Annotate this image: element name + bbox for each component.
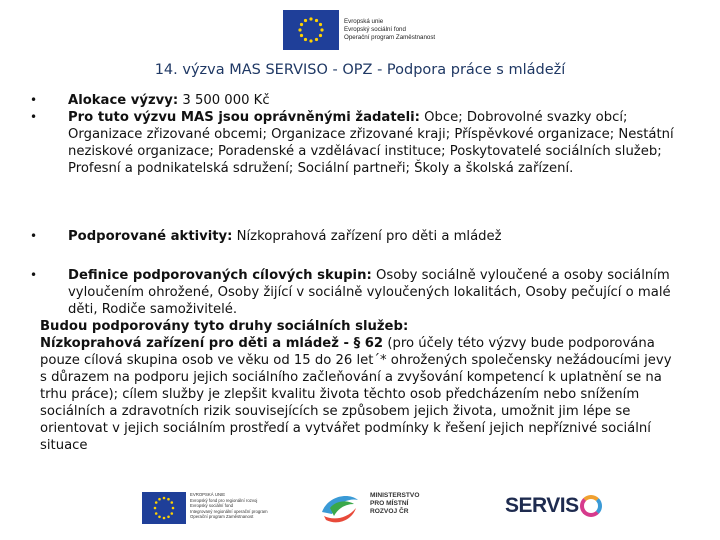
target-label: Definice podporovaných cílových skupin: [68, 268, 372, 283]
serviso-text: SERVIS [505, 494, 579, 517]
page-title: 14. výzva MAS SERVISO - OPZ - Podpora práce s mládeží [154, 62, 566, 78]
activities-label: Podporované aktivity: [68, 229, 233, 244]
service-text: (pro účely této výzvy bude podporována pouze cílová skupina osob ve věku od 15 do 26 let´* ohrožených společensky nežádoucími jevy s důrazem na podporu jejich sociálního začleňování a zvyšování kompetencí k uplatnění se na trhu práce); cílem služby je zlepšit kvalitu života těchto osob předcházením nebo snížením sociálních a zdravotních rizik souvisejících se způsobem jejich života, umožnit jim lépe se orientovat v jejich sociálním prostředí a vytvářet podmínky k řešení jejich nepříznivé sociální situace [40, 336, 672, 453]
eu-funds-logo [142, 492, 268, 524]
bullet-allocation [30, 92, 270, 109]
ministry-line: ROZVOJ ČR [370, 508, 409, 515]
ministry-logo [370, 492, 419, 516]
bullet-activities [30, 228, 502, 245]
eu-funds-line: Evropský fond pro regionální rozvoj [190, 497, 258, 503]
services-heading: Budou podporovány tyto druhy sociálních služeb: [40, 319, 409, 334]
ministry-line: PRO MÍSTNÍ [370, 500, 409, 507]
allocation-value: 3 500 000 Kč [182, 93, 270, 108]
ministry-line: MINISTERSTVO [370, 492, 420, 499]
serviso-ring-icon [580, 495, 602, 517]
eu-flag-icon [142, 492, 186, 524]
serviso-logo [505, 494, 602, 518]
bullet-icon: • [30, 268, 38, 282]
eu-esf-logo [283, 8, 483, 52]
eu-funds-line: Operační program Zaměstnanost [190, 514, 254, 520]
applicants-value: Obce; Dobrovolné svazky obcí; Organizace zřizované obcemi; Organizace zřizované kraji; Příspěvkové organizace; Nestátní neziskové organizace; Poradenské a vzdělávací instituce; Poskytovatelé sociálních služeb; Profesní a podnikatelská sdružení; Sociální partneři; Školy a školská zařízení. [68, 110, 674, 176]
eu-funds-text [190, 492, 268, 520]
footer-logos [0, 486, 720, 536]
services-block [40, 318, 680, 454]
ceska-republika-mark-icon [318, 490, 362, 528]
applicants-label: Pro tuto výzvu MAS jsou oprávněnými žadateli: [68, 110, 420, 125]
bullet-icon: • [30, 229, 38, 243]
bullet-icon: • [30, 110, 38, 124]
eu-logo-line: Evropský sociální fond [344, 26, 406, 33]
eu-logo-line: Operační program Zaměstnanost [344, 34, 436, 41]
activities-value: Nízkoprahová zařízení pro děti a mládež [236, 229, 502, 244]
bullet-applicants [30, 109, 698, 177]
eu-funds-line: Evropský sociální fond [190, 503, 233, 509]
service-label: Nízkoprahová zařízení pro děti a mládež - § 62 [40, 336, 384, 351]
bullet-target-groups [30, 267, 698, 318]
bullet-icon: • [30, 93, 38, 107]
target-value: Osoby sociálně vyloučené a osoby sociálním vyloučením ohrožené, Osoby žijící v sociálně vyloučených lokalitách, Osoby pečující o malé děti, Rodiče samoživitelé. [68, 268, 671, 317]
eu-funds-line: Integrovaný regionální operační program [190, 508, 268, 514]
eu-logo-line: Evropská unie [344, 18, 384, 25]
eu-flag-icon [283, 10, 339, 50]
allocation-label: Alokace výzvy: [68, 93, 179, 108]
eu-funds-line: EVROPSKÁ UNIE [190, 492, 226, 497]
eu-logo-text [344, 18, 435, 42]
